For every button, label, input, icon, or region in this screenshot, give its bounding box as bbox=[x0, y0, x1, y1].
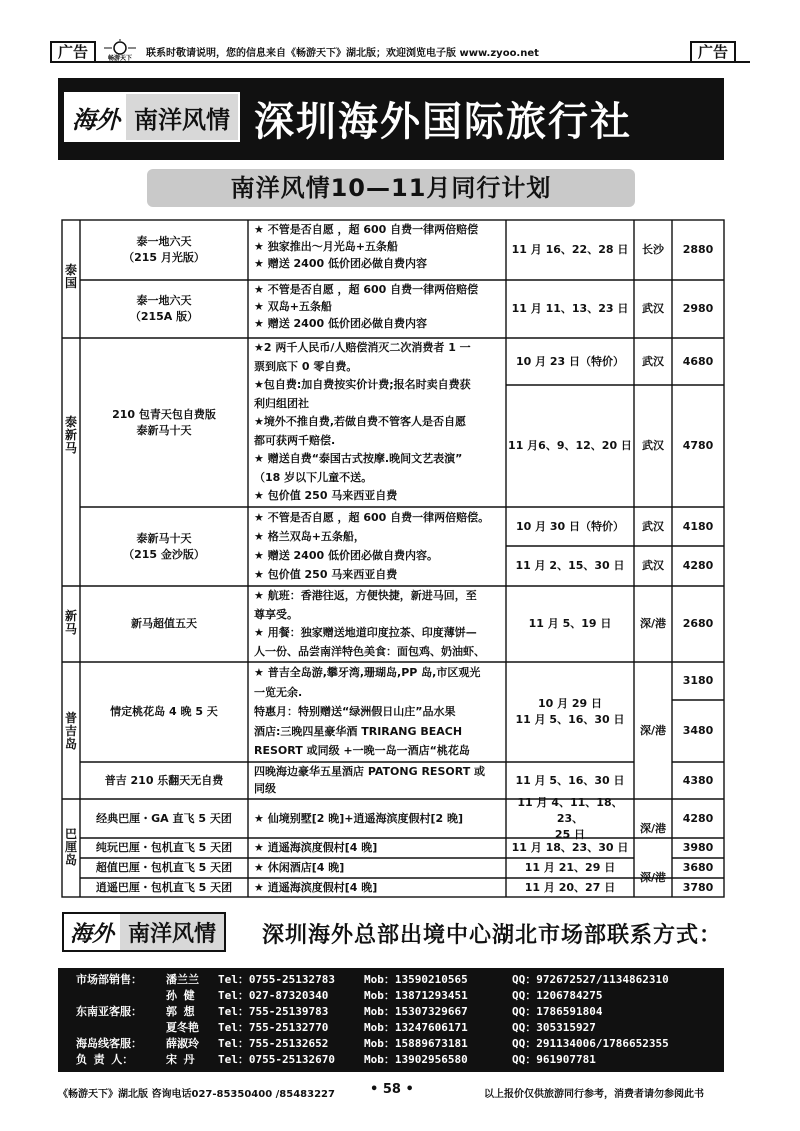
header-notice: 联系时敬请说明，您的信息来自《畅游天下》湖北版；欢迎浏览电子版 www.zyoo.net bbox=[146, 48, 539, 59]
product-name bbox=[80, 507, 248, 586]
contact-mob: Mob：13902956580 bbox=[364, 1053, 468, 1066]
price: 3980 bbox=[682, 841, 714, 854]
price: 2980 bbox=[682, 302, 714, 315]
departure-city: 深/港 bbox=[639, 821, 667, 835]
departure-dates bbox=[506, 662, 634, 762]
desc-line: 票到底下 0 零自费。 bbox=[254, 359, 358, 373]
departure-city: 深/港 bbox=[639, 723, 667, 737]
desc-line: 同级 bbox=[254, 782, 276, 795]
desc-line: ★ 包价值 250 马来西亚自费 bbox=[254, 489, 398, 502]
contact-name: 薛淑玲 bbox=[166, 1037, 199, 1050]
product-description bbox=[254, 839, 506, 856]
contact-qq: QQ：961907781 bbox=[512, 1053, 596, 1066]
product-name: 超值巴厘・包机直飞 5 天团 bbox=[95, 861, 233, 874]
product-description bbox=[254, 339, 506, 506]
region-phuket: 普吉岛 bbox=[64, 711, 77, 751]
contact-mob: Mob：15889673181 bbox=[364, 1037, 468, 1050]
product-name: 经典巴厘・GA 直飞 5 天团 bbox=[96, 811, 232, 825]
desc-line: 四晚海边豪华五星酒店 PATONG RESORT 或 bbox=[254, 765, 486, 778]
product-description bbox=[254, 879, 506, 896]
product-description bbox=[254, 810, 506, 827]
contact-name: 宋 丹 bbox=[166, 1053, 195, 1066]
departure-dates: 11 月 11、13、23 日 bbox=[511, 302, 629, 315]
departure-dates: 11 月 18、23、30 日 bbox=[511, 841, 629, 854]
desc-line: ★ 包价值 250 马来西亚自费 bbox=[254, 568, 398, 581]
departure-dates: 11 月 2、15、30 日 bbox=[515, 559, 625, 572]
price: 4180 bbox=[682, 519, 714, 533]
desc-line: ★ 赠送 2400 低价团必做自费内容 bbox=[254, 257, 427, 270]
price: 2880 bbox=[682, 243, 714, 256]
desc-line: ★ 逍遥海滨度假村[4 晚] bbox=[254, 841, 378, 854]
product-description bbox=[254, 281, 506, 332]
product-name: 逍遥巴厘・包机直飞 5 天团 bbox=[95, 880, 233, 894]
price: 4380 bbox=[682, 773, 714, 787]
contact-title: 深圳海外总部出境中心湖北市场部联系方式： bbox=[262, 922, 723, 948]
desc-line: ★ 普吉全岛游,攀牙湾,珊瑚岛,PP 岛,市区观光 bbox=[254, 666, 481, 679]
contact-qq: QQ：972672527/1134862310 bbox=[512, 973, 669, 986]
product-name: 普吉 210 乐翻天无自费 bbox=[104, 773, 224, 787]
contact-name: 孙 健 bbox=[166, 989, 195, 1002]
price: 3180 bbox=[682, 674, 714, 687]
desc-line: ★ 格兰双岛+五条船， bbox=[254, 530, 365, 543]
contact-role: 市场部销售： bbox=[76, 973, 142, 986]
contact-row bbox=[58, 988, 724, 1004]
price: 3480 bbox=[682, 724, 714, 737]
desc-line: ★ 不管是否自愿 ，超 600 自费一律两倍赔偿。 bbox=[254, 511, 490, 524]
desc-line: 都可获两千赔偿. bbox=[254, 433, 336, 447]
price: 4280 bbox=[682, 559, 714, 572]
desc-line: ★ 不管是否自愿 ，超 600 自费一律两倍赔偿 bbox=[254, 223, 479, 236]
desc-line: （18 岁以下儿童不送。 bbox=[254, 470, 373, 484]
product-name bbox=[80, 220, 248, 280]
desc-line: ★ 航班：香港往返，方便快捷，新进马回，至 bbox=[254, 589, 477, 602]
departure-dates: 11 月 5、16、30 日 bbox=[515, 773, 625, 787]
departure-city: 武汉 bbox=[642, 354, 664, 368]
desc-line: ★ 休闲酒店[4 晚] bbox=[254, 861, 345, 874]
price: 4780 bbox=[682, 439, 714, 452]
desc-line: ★2 两千人民币/人赔偿消灭二次消费者 1 一 bbox=[254, 341, 471, 354]
product-title: 泰新马十天 bbox=[136, 531, 192, 545]
ad-tag-right: 广告 bbox=[690, 41, 736, 63]
product-variant: （215 金沙版） bbox=[123, 547, 205, 561]
product-description bbox=[254, 587, 506, 661]
product-name bbox=[80, 338, 248, 507]
contact-name: 夏冬艳 bbox=[166, 1021, 199, 1034]
footer-left: 《畅游天下》湖北版 咨询电话027-85350400 /85483227 bbox=[58, 1089, 335, 1100]
agency-title: 深圳海外国际旅行社 bbox=[254, 98, 632, 145]
page-number: • 58 • bbox=[370, 1082, 414, 1097]
contact-qq: QQ：1786591804 bbox=[512, 1005, 603, 1018]
footer-right: 以上报价仅供旅游同行参考，消费者请勿参阅此书 bbox=[484, 1089, 704, 1100]
product-description bbox=[254, 763, 506, 797]
desc-line: ★ 赠送 2400 低价团必做自费内容 bbox=[254, 317, 427, 330]
product-title: 泰一地六天 bbox=[136, 294, 192, 307]
brand-logo-b: 南洋风情 bbox=[134, 104, 230, 134]
brand-logo bbox=[62, 912, 226, 952]
desc-line: ★ 赠送自费“泰国古式按摩.晚间文艺表演” bbox=[254, 452, 463, 465]
contact-tel: Tel：027-87320340 bbox=[218, 989, 329, 1002]
contact-row bbox=[58, 1052, 724, 1068]
desc-line: ★ 双岛+五条船 bbox=[254, 300, 332, 313]
date-line: 11 月 5、16、30 日 bbox=[515, 713, 625, 726]
desc-line: 尊享受。 bbox=[254, 607, 298, 621]
contact-mob: Mob：13871293451 bbox=[364, 989, 468, 1002]
product-name bbox=[80, 280, 248, 338]
price: 3780 bbox=[682, 880, 714, 894]
product-title: 210 包青天包自费版 bbox=[112, 407, 216, 421]
contact-qq: QQ：1206784275 bbox=[512, 989, 603, 1002]
desc-line: 人一份、品尝南洋特色美食：面包鸡、奶油虾、 bbox=[254, 644, 485, 658]
departure-city: 武汉 bbox=[642, 302, 664, 315]
contact-box bbox=[58, 968, 724, 1072]
departure-city: 武汉 bbox=[642, 519, 664, 533]
desc-line: ★ 独家推出～月光岛+五条船 bbox=[254, 240, 398, 253]
departure-city: 深/港 bbox=[639, 617, 667, 630]
region-thailand: 泰国 bbox=[64, 263, 77, 290]
product-description bbox=[254, 663, 506, 761]
departure-dates: 11 月6、9、12、20 日 bbox=[508, 439, 632, 452]
desc-line: ★ 赠送 2400 低价团必做自费内容。 bbox=[254, 549, 438, 562]
product-variant: （215 月光版） bbox=[123, 251, 205, 264]
departure-dates: 11 月 16、22、28 日 bbox=[511, 243, 629, 256]
product-variant: （215A 版） bbox=[129, 310, 199, 323]
contact-name: 郭 想 bbox=[166, 1005, 195, 1018]
departure-city: 长沙 bbox=[642, 243, 664, 256]
departure-dates: 11 月 20、27 日 bbox=[524, 880, 616, 894]
date-line: 25 日 bbox=[554, 827, 586, 841]
region-bali: 巴厘岛 bbox=[64, 827, 77, 867]
departure-dates bbox=[506, 795, 634, 841]
contact-tel: Tel：755-25132652 bbox=[218, 1037, 329, 1050]
contact-role: 东南亚客服： bbox=[76, 1005, 142, 1018]
departure-dates: 10 月 23 日（特价） bbox=[515, 354, 625, 368]
logo-text: 畅游天下 bbox=[107, 55, 133, 62]
contact-mob: Mob：15307329667 bbox=[364, 1005, 468, 1018]
desc-line: ★境外不推自费,若做自费不管客人是否自愿 bbox=[254, 415, 467, 428]
price: 2680 bbox=[682, 617, 714, 630]
contact-mob: Mob：13590210565 bbox=[364, 973, 468, 986]
departure-city: 武汉 bbox=[642, 559, 664, 572]
departure-city: 武汉 bbox=[642, 439, 664, 452]
contact-tel: Tel：755-25139783 bbox=[218, 1005, 329, 1018]
desc-line: 酒店:三晚四星豪华酒 TRIRANG BEACH bbox=[254, 724, 463, 738]
desc-line: 特惠月：特别赠送“绿洲假日山庄”品水果 bbox=[254, 705, 456, 718]
desc-line: ★ 用餐：独家赠送地道印度拉茶、印度薄饼— bbox=[254, 626, 477, 639]
product-name: 新马超值五天 bbox=[131, 617, 197, 630]
date-line: 10 月 29 日 bbox=[537, 697, 603, 710]
region-thai-sg-my: 泰新马 bbox=[64, 415, 77, 455]
desc-line: ★ 不管是否自愿 ，超 600 自费一律两倍赔偿 bbox=[254, 283, 479, 296]
brand-logo-a: 海外 bbox=[66, 94, 126, 140]
product-description bbox=[254, 221, 506, 272]
contact-tel: Tel：755-25132770 bbox=[218, 1021, 329, 1034]
contact-role: 负 责 人： bbox=[76, 1053, 134, 1066]
contact-qq: QQ：305315927 bbox=[512, 1021, 596, 1034]
departure-dates: 11 月 5、19 日 bbox=[528, 617, 612, 630]
product-name: 情定桃花岛 4 晚 5 天 bbox=[110, 705, 218, 718]
contact-row bbox=[58, 1004, 724, 1020]
desc-line: ★ 逍遥海滨度假村[4 晚] bbox=[254, 881, 378, 894]
contact-qq: QQ：291134006/1786652355 bbox=[512, 1037, 669, 1050]
date-line: 11 月 4、11、18、23、 bbox=[517, 795, 623, 825]
brand-logo-b: 南洋风情 bbox=[128, 920, 217, 947]
contact-tel: Tel：0755-25132783 bbox=[218, 973, 335, 986]
product-description bbox=[254, 508, 506, 584]
departure-dates: 11 月 21、29 日 bbox=[524, 861, 616, 874]
contact-tel: Tel：0755-25132670 bbox=[218, 1053, 335, 1066]
desc-line: ★ 仙境别墅[2 晚]+逍遥海滨度假村[2 晚] bbox=[254, 812, 463, 825]
price: 4280 bbox=[682, 811, 714, 825]
departure-dates: 10 月 30 日（特价） bbox=[515, 519, 625, 533]
region-sg-my: 新马 bbox=[64, 609, 77, 636]
ad-tag-left: 广告 bbox=[50, 41, 96, 63]
desc-line: RESORT 或同级 +一晚一岛一酒店“桃花岛 bbox=[254, 744, 470, 757]
product-variant: 泰新马十天 bbox=[136, 423, 192, 437]
product-name: 纯玩巴厘・包机直飞 5 天团 bbox=[95, 841, 233, 854]
contact-name: 潘兰兰 bbox=[166, 973, 199, 986]
desc-line: 利归组团社 bbox=[254, 396, 309, 410]
price: 3680 bbox=[682, 861, 714, 874]
price: 4680 bbox=[682, 354, 714, 368]
contact-row bbox=[58, 1036, 724, 1052]
departure-city: 深/港 bbox=[639, 870, 667, 884]
contact-row bbox=[58, 1020, 724, 1036]
contact-heading bbox=[58, 906, 724, 958]
contact-role: 海岛线客服： bbox=[76, 1037, 142, 1050]
product-title: 泰一地六天 bbox=[136, 235, 192, 248]
plan-title: 南洋风情10—11月同行计划 bbox=[147, 169, 635, 207]
desc-line: 一览无余. bbox=[254, 685, 303, 699]
contact-mob: Mob：13247606171 bbox=[364, 1021, 468, 1034]
product-description bbox=[254, 859, 506, 876]
desc-line: ★包自费:加自费按实价计费;报名时卖自费获 bbox=[254, 378, 471, 391]
brand-logo-a: 海外 bbox=[64, 914, 120, 950]
contact-row bbox=[58, 972, 724, 988]
